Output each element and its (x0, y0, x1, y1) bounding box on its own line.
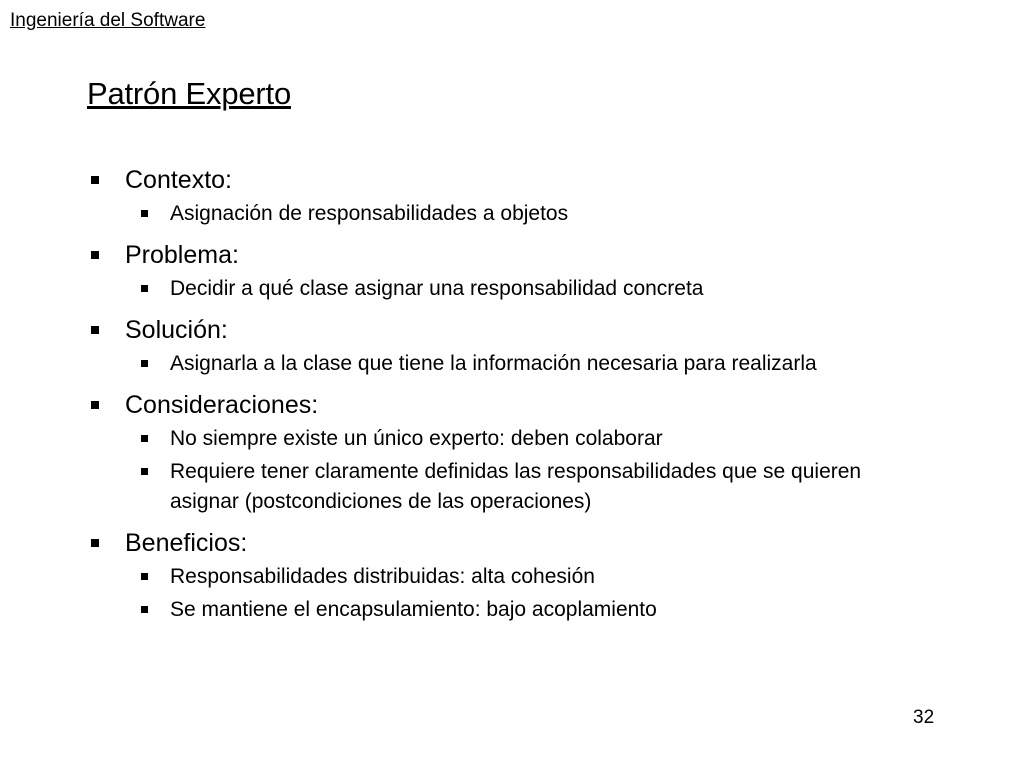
sub-bullet-text: Decidir a qué clase asignar una responsabilidad concreta (170, 277, 704, 300)
bullet-item (87, 314, 907, 346)
sub-bullet-text: Requiere tener claramente definidas las responsabilidades que se quieren asignar (postcondiciones de las operaciones) (170, 460, 862, 513)
sub-bullet-text: No siempre existe un único experto: deben colaborar (170, 427, 663, 450)
square-bullet-icon (91, 176, 99, 184)
square-bullet-icon (141, 468, 148, 475)
square-bullet-icon (141, 606, 148, 613)
sub-bullet-text: Responsabilidades distribuidas: alta cohesión (170, 565, 595, 588)
slide-content (87, 164, 907, 625)
square-bullet-icon (141, 435, 148, 442)
square-bullet-icon (91, 401, 99, 409)
sub-bullet-text: Se mantiene el encapsulamiento: bajo acoplamiento (170, 598, 657, 621)
bullet-item (87, 164, 907, 196)
section-problema (87, 239, 907, 304)
bullet-item (87, 239, 907, 271)
square-bullet-icon (91, 326, 99, 334)
section-label: Contexto: (125, 166, 233, 194)
section-contexto (87, 164, 907, 229)
sub-bullet-text: Asignarla a la clase que tiene la información necesaria para realizarla (170, 352, 817, 375)
square-bullet-icon (141, 210, 148, 217)
sub-bullet-item (87, 424, 890, 454)
sub-bullet-item (87, 349, 890, 379)
sub-bullet-item (87, 199, 890, 229)
sub-bullet-item (87, 562, 890, 592)
bullet-item (87, 527, 907, 559)
section-beneficios (87, 527, 907, 625)
section-label: Beneficios: (125, 529, 248, 557)
section-label: Consideraciones: (125, 391, 319, 419)
course-header: Ingeniería del Software (10, 10, 206, 31)
bullet-item (87, 389, 907, 421)
sub-bullet-item (87, 274, 890, 304)
square-bullet-icon (141, 285, 148, 292)
sub-bullet-text: Asignación de responsabilidades a objetos (170, 202, 569, 225)
square-bullet-icon (91, 251, 99, 259)
section-consideraciones (87, 389, 907, 517)
square-bullet-icon (141, 573, 148, 580)
square-bullet-icon (91, 539, 99, 547)
page-number: 32 (913, 707, 935, 728)
slide-title: Patrón Experto (87, 76, 291, 111)
section-label: Solución: (125, 316, 228, 344)
sub-bullet-item (87, 457, 890, 517)
square-bullet-icon (141, 360, 148, 367)
section-solucion (87, 314, 907, 379)
sub-bullet-item (87, 595, 890, 625)
section-label: Problema: (125, 241, 239, 269)
